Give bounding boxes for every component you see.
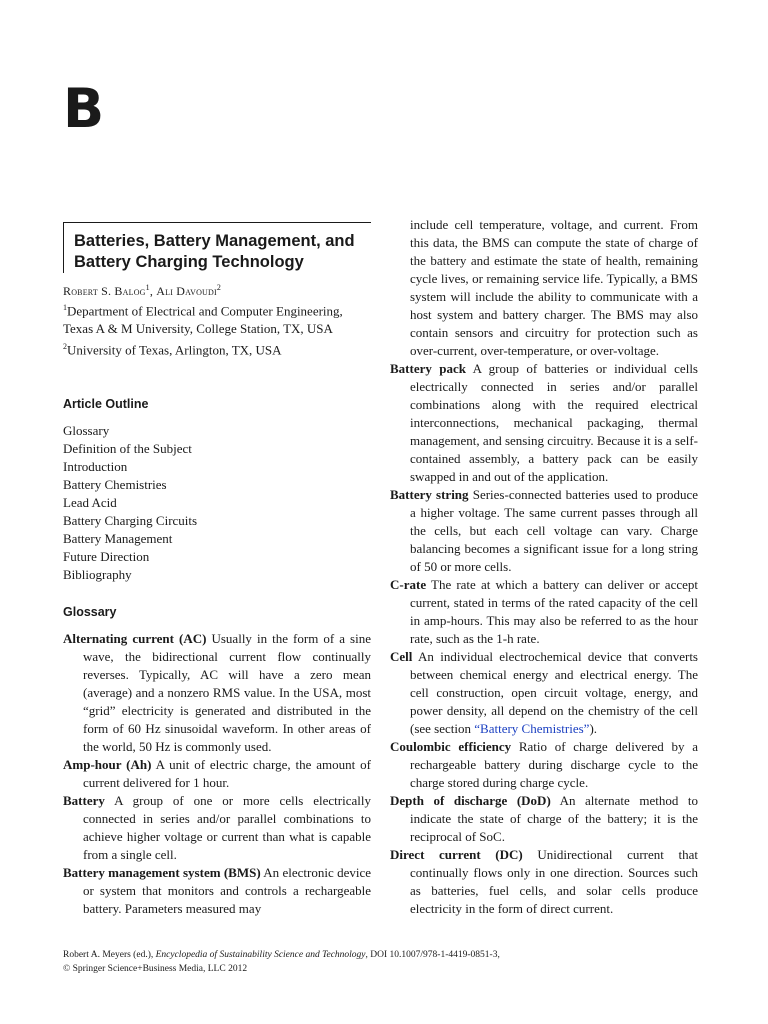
author-name: Ali Davoudi (156, 284, 217, 298)
glossary-entry (390, 738, 698, 792)
glossary-term: Coulombic efficiency (390, 739, 512, 754)
outline-item[interactable]: Lead Acid (63, 494, 117, 510)
section-letter: B (63, 77, 105, 140)
glossary-term: Battery pack (390, 361, 466, 376)
glossary-definition: An electronic device or system that monitors and controls a rechargeable battery. Parameters measured may (83, 864, 371, 916)
author-affiliation-mark: 1 (145, 283, 150, 292)
glossary-entry (63, 756, 371, 792)
glossary-term: Depth of discharge (DoD) (390, 793, 551, 808)
glossary-definition: Unidirectional current that continually flows only in one direction. Sources such as batteries, fuel cells, and solar cells produce electricity in the form of direct current. (410, 847, 698, 916)
glossary-definition: A group of one or more cells electrically connected in series and/or parallel combinations to achieve higher voltage or current than what is capable from a single cell. (83, 792, 371, 862)
glossary-definition: The rate at which a battery can deliver or accept current, stated in terms of the rated capacity of the cell in amp-hours. This may also be referred to as the hour rate, such as the 1-h rate. (410, 577, 698, 646)
glossary-term: Alternating current (AC) (63, 630, 207, 646)
outline-item[interactable]: Bibliography (63, 566, 132, 582)
glossary-term: Battery (63, 792, 105, 808)
glossary-term: Amp-hour (Ah) (63, 756, 152, 772)
outline-item[interactable]: Introduction (63, 458, 128, 474)
affiliation-mark: 1 (63, 303, 67, 312)
outline-item[interactable]: Definition of the Subject (63, 440, 192, 456)
glossary-definition-end: ). (589, 721, 598, 736)
glossary-entry (63, 864, 371, 918)
glossary-definition: An individual electrochemical device that converts between chemical energy and electrical energy. The cell construction, open circuit voltage, energy, and power density, all depend on the chemistry of the cell (see section (410, 649, 698, 736)
glossary-heading: Glossary (63, 604, 117, 619)
author-affiliation-mark: 2 (216, 283, 222, 292)
glossary-entry (390, 792, 698, 846)
authors (63, 283, 371, 299)
affiliation-text: University of Texas, Arlington, TX, USA (67, 342, 282, 358)
glossary-entry (390, 486, 698, 576)
affiliation-text: Department of Electrical and Computer Engineering, Texas A & M University, College Station, TX, USA (63, 303, 343, 337)
outline-item[interactable]: Future Direction (63, 548, 150, 564)
author-name: Robert S. Balog (63, 284, 146, 298)
glossary-term: Battery management system (BMS) (63, 864, 261, 880)
affiliation (63, 338, 371, 359)
glossary-continuation: include cell temperature, voltage, and current. From this data, the BMS can compute the state of charge of the battery and estimate the state of health, remaining cycle lives, or remaining service life. Typically, a BMS system will include the ability to communicate with a host system and battery charger. The BMS may also contain sensors and circuitry for protection such as over-current, over-temperature, or over-voltage. (410, 217, 698, 358)
outline-item[interactable]: Battery Management (63, 530, 173, 546)
glossary-term: Battery string (390, 487, 469, 502)
outline-item[interactable]: Battery Charging Circuits (63, 512, 198, 528)
citation-line (63, 948, 703, 962)
glossary-definition: Ratio of charge delivered by a rechargeable battery during discharge cycle to the charge stored during charge cycle. (410, 739, 698, 790)
article-title: Batteries, Battery Management, and Battery Charging Technology (74, 232, 355, 271)
citation-editor: Robert A. Meyers (ed.), (63, 950, 156, 960)
glossary-definition: A group of batteries or individual cells electrically connected in series and/or parallel combinations along with the required electrical interconnections, mechanical packaging, thermal management, and sensing circuitry. Because it is a self-contained assembly, a battery pack can be easily swapped in and out of the application. (410, 361, 698, 484)
glossary-term: Cell (390, 649, 413, 664)
glossary-definition: An alternate method to indicate the state of charge of the battery; it is the reciprocal of SoC. (410, 793, 698, 844)
glossary-entry (390, 576, 698, 648)
glossary-entry (390, 846, 698, 918)
page-footer (63, 948, 703, 976)
glossary-definition: A unit of electric charge, the amount of current delivered for 1 hour. (83, 756, 371, 790)
outline-heading: Article Outline (63, 396, 149, 411)
left-column (63, 222, 371, 918)
author-separator: , (149, 284, 157, 298)
title-block (63, 222, 371, 273)
glossary-term: Direct current (DC) (390, 847, 523, 862)
citation-title: Encyclopedia of Sustainability Science and Technology (155, 950, 366, 960)
citation-doi: , DOI 10.1007/978-1-4419-0851-3, (365, 950, 500, 960)
outline-item[interactable]: Battery Chemistries (63, 476, 167, 492)
affiliation (63, 299, 371, 338)
glossary-definition: Series-connected batteries used to produce a higher voltage. The same current passes through all the cells, but each cell voltage can vary. Charge balancing becomes a significant issue for a long string of 50 or more cells. (410, 487, 699, 574)
outline-item[interactable]: Glossary (63, 422, 110, 438)
glossary-entry (63, 792, 371, 864)
outline-list (63, 422, 371, 584)
glossary-definition: Usually in the form of a sine wave, the bidirectional current flow continually reverses. Typically, AC will have a zero mean (average) and a nonzero RMS value. In the USA, most “grid” electricity is generated and distributed in the form of 60 Hz sinusoidal waveform. In other areas of the world, 50 Hz is commonly used. (83, 630, 371, 754)
glossary-term: C-rate (390, 577, 427, 592)
glossary-entry (390, 360, 698, 486)
glossary-entry (63, 630, 371, 756)
section-link[interactable]: “Battery Chemistries” (474, 721, 590, 736)
affiliation-mark: 2 (63, 342, 67, 352)
right-column (390, 216, 698, 918)
glossary-entry (390, 648, 698, 738)
copyright-line: © Springer Science+Business Media, LLC 2012 (63, 964, 248, 974)
